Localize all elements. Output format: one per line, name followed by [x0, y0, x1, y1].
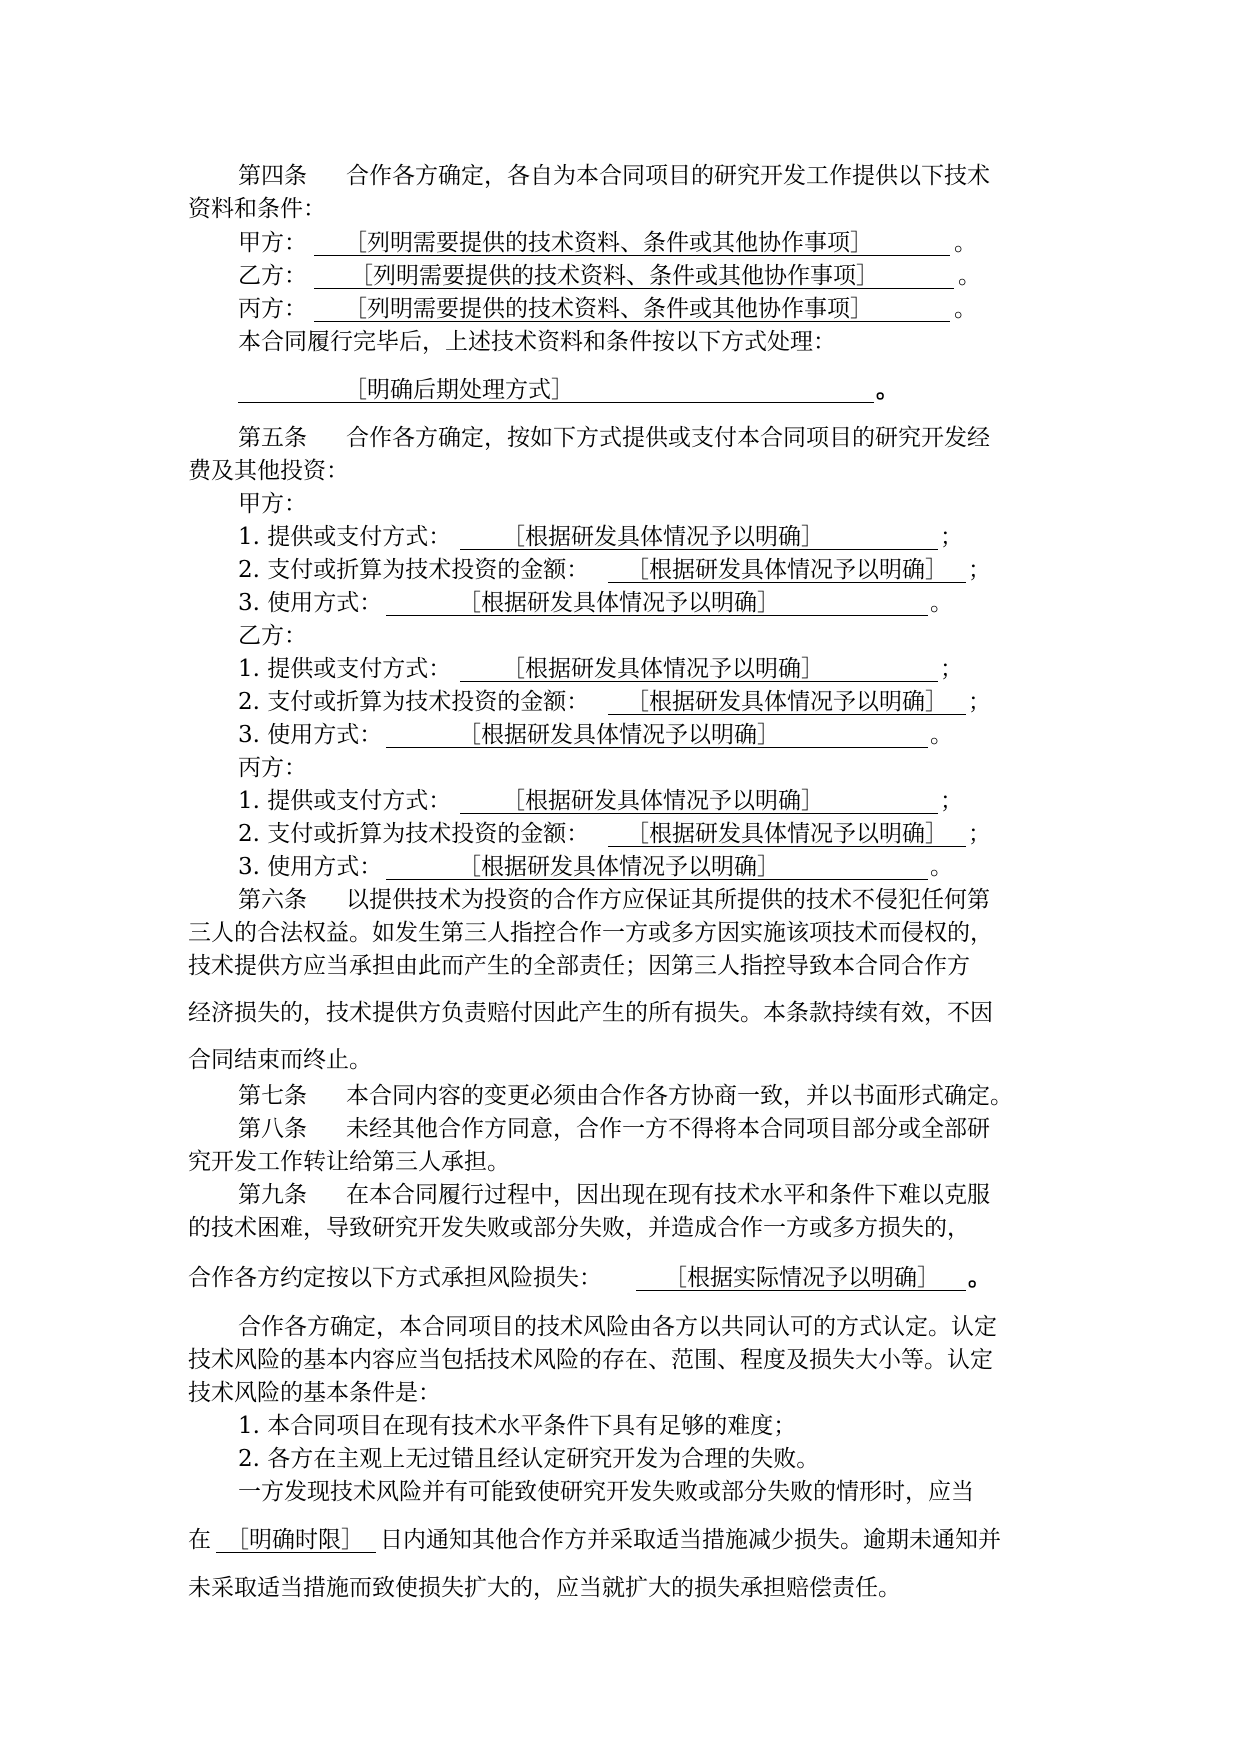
art5-party-c-label	[0, 752, 1240, 784]
party-label: 乙方：	[238, 623, 307, 649]
line-end: 。	[954, 296, 977, 322]
art4-party-b	[0, 260, 1240, 292]
item-text: 2. 支付或折算为技术投资的金额：	[238, 821, 590, 847]
art9-text-cont: 的技术困难，导致研究开发失败或部分失败，并造成合作一方或多方损失的，	[188, 1215, 970, 1241]
line-end: ；	[968, 557, 991, 583]
art9-p3-text: 未采取适当措施而致使损失扩大的，应当就扩大的损失承担赔偿责任。	[188, 1575, 901, 1601]
condition-item: 1. 本合同项目在现有技术水平条件下具有足够的难度；	[238, 1413, 797, 1439]
blank-text: ［根据研发具体情况予以明确］	[502, 524, 824, 550]
art4-text: 合作各方确定，各自为本合同项目的研究开发工作提供以下技术	[346, 163, 990, 189]
art4-number: 第四条	[238, 163, 307, 189]
line-end: 。	[930, 854, 953, 880]
art6-line5	[0, 1044, 1240, 1076]
line-end: ；	[968, 689, 991, 715]
art7-text: 本合同内容的变更必须由合作各方协商一致，并以书面形式确定。	[346, 1083, 1013, 1109]
line-end: ；	[968, 821, 991, 847]
art6-line3	[0, 950, 1240, 982]
line-end: 。	[968, 1264, 991, 1291]
art4-line2	[0, 193, 1240, 225]
blank-text: ［根据研发具体情况予以明确］	[458, 722, 780, 748]
art9-p3-line2	[0, 1524, 1240, 1556]
item-text: 1. 提供或支付方式：	[238, 524, 452, 550]
line-end: 。	[958, 263, 981, 289]
art4-after-text: 本合同履行完毕后，上述技术资料和条件按以下方式处理：	[238, 329, 836, 355]
art6-line2	[0, 917, 1240, 949]
fill-blank	[608, 818, 966, 847]
art5-b-item2	[0, 686, 1240, 718]
art9-p2-line3	[0, 1377, 1240, 1409]
art4-line1	[0, 160, 1240, 192]
party-label: 丙方：	[238, 296, 307, 322]
blank-text: ［根据研发具体情况予以明确］	[502, 788, 824, 814]
art6-text: 以提供技术为投资的合作方应保证其所提供的技术不侵犯任何第	[346, 887, 990, 913]
art4-method	[0, 374, 1240, 406]
art6-number: 第六条	[238, 887, 307, 913]
fill-blank	[314, 260, 954, 289]
line-end: 。	[930, 590, 953, 616]
art5-number: 第五条	[238, 425, 307, 451]
line-end: ；	[940, 656, 963, 682]
art9-p3-text: 在	[188, 1527, 211, 1553]
art4-after	[0, 326, 1240, 358]
line-end: ；	[940, 788, 963, 814]
blank-text: ［根据研发具体情况予以明确］	[626, 557, 948, 583]
art8-line2	[0, 1146, 1240, 1178]
art5-a-item1	[0, 521, 1240, 553]
art5-party-a-label	[0, 488, 1240, 520]
fill-blank	[608, 686, 966, 715]
blank-text: ［根据实际情况予以明确］	[664, 1265, 940, 1291]
blank-text: ［根据研发具体情况予以明确］	[458, 590, 780, 616]
art9-p3-text: 一方发现技术风险并有可能致使研究开发失败或部分失败的情形时，应当	[238, 1479, 974, 1505]
art5-c-item2	[0, 818, 1240, 850]
blank-text: ［列明需要提供的技术资料、条件或其他协作事项］	[350, 263, 879, 289]
art7-number: 第七条	[238, 1083, 307, 1109]
line-end: 。	[930, 722, 953, 748]
art6-text-cont: 经济损失的，技术提供方负责赔付因此产生的所有损失。本条款持续有效，不因	[188, 1000, 993, 1026]
fill-blank	[314, 293, 950, 322]
art5-a-item2	[0, 554, 1240, 586]
art9-cond1	[0, 1410, 1240, 1442]
art9-p2-text: 技术风险的基本条件是：	[188, 1380, 441, 1406]
fill-blank	[386, 719, 928, 748]
party-label: 丙方：	[238, 755, 307, 781]
line-end: 。	[876, 376, 899, 403]
item-text: 3. 使用方式：	[238, 722, 383, 748]
art9-line1	[0, 1179, 1240, 1211]
art5-a-item3	[0, 587, 1240, 619]
art5-b-item3	[0, 719, 1240, 751]
fill-blank	[386, 587, 928, 616]
art9-p3-text: 日内通知其他合作方并采取适当措施减少损失。逾期未通知并	[380, 1527, 1001, 1553]
line-end: ；	[940, 524, 963, 550]
art8-line1	[0, 1113, 1240, 1145]
party-label: 乙方：	[238, 263, 307, 289]
party-label: 甲方：	[238, 230, 307, 256]
blank-text: ［根据研发具体情况予以明确］	[626, 821, 948, 847]
fill-blank	[238, 374, 874, 403]
blank-text: ［根据研发具体情况予以明确］	[458, 854, 780, 880]
art9-cond2	[0, 1443, 1240, 1475]
art9-p2-text: 合作各方确定，本合同项目的技术风险由各方以共同认可的方式认定。认定	[238, 1314, 997, 1340]
party-label: 甲方：	[238, 491, 307, 517]
blank-text: ［根据研发具体情况予以明确］	[502, 656, 824, 682]
blank-text: ［根据研发具体情况予以明确］	[626, 689, 948, 715]
fill-blank	[636, 1262, 966, 1291]
fill-blank	[460, 521, 938, 550]
line-end: 。	[954, 230, 977, 256]
art6-line4	[0, 997, 1240, 1029]
art4-party-c	[0, 293, 1240, 325]
art5-c-item3	[0, 851, 1240, 883]
art8-number: 第八条	[238, 1116, 307, 1142]
art5-line2	[0, 455, 1240, 487]
fill-blank	[460, 785, 938, 814]
art5-c-item1	[0, 785, 1240, 817]
art6-text-cont: 三人的合法权益。如发生第三人指控合作一方或多方因实施该项技术而侵权的，	[188, 920, 993, 946]
item-text: 2. 支付或折算为技术投资的金额：	[238, 557, 590, 583]
art7-line1	[0, 1080, 1240, 1112]
art9-line3	[0, 1262, 1240, 1294]
fill-blank	[608, 554, 966, 583]
art9-p2-line2	[0, 1344, 1240, 1376]
item-text: 3. 使用方式：	[238, 590, 383, 616]
art8-text: 未经其他合作方同意，合作一方不得将本合同项目部分或全部研	[346, 1116, 990, 1142]
art6-line1	[0, 884, 1240, 916]
item-text: 1. 提供或支付方式：	[238, 656, 452, 682]
art5-text-cont: 费及其他投资：	[188, 458, 349, 484]
art5-line1	[0, 422, 1240, 454]
art9-text-cont: 合作各方约定按以下方式承担风险损失：	[188, 1265, 602, 1291]
art5-b-item1	[0, 653, 1240, 685]
fill-blank	[314, 227, 950, 256]
art9-text: 在本合同履行过程中，因出现在现有技术水平和条件下难以克服	[346, 1182, 990, 1208]
blank-text: ［列明需要提供的技术资料、条件或其他协作事项］	[344, 296, 873, 322]
fill-blank	[386, 851, 928, 880]
blank-text: ［明确时限］	[226, 1527, 364, 1553]
fill-blank	[460, 653, 938, 682]
art9-p2-line1	[0, 1311, 1240, 1343]
art9-p3-line3	[0, 1572, 1240, 1604]
art8-text-cont: 究开发工作转让给第三人承担。	[188, 1149, 510, 1175]
blank-text: ［列明需要提供的技术资料、条件或其他协作事项］	[344, 230, 873, 256]
art4-text-cont: 资料和条件：	[188, 196, 326, 222]
art9-line2	[0, 1212, 1240, 1244]
item-text: 3. 使用方式：	[238, 854, 383, 880]
art9-p2-text: 技术风险的基本内容应当包括技术风险的存在、范围、程度及损失大小等。认定	[188, 1347, 993, 1373]
item-text: 2. 支付或折算为技术投资的金额：	[238, 689, 590, 715]
art6-text-cont: 技术提供方应当承担由此而产生的全部责任；因第三人指控导致本合同合作方	[188, 953, 970, 979]
item-text: 1. 提供或支付方式：	[238, 788, 452, 814]
art9-number: 第九条	[238, 1182, 307, 1208]
art5-text: 合作各方确定，按如下方式提供或支付本合同项目的研究开发经	[346, 425, 990, 451]
art4-party-a	[0, 227, 1240, 259]
art9-p3-line1	[0, 1476, 1240, 1508]
fill-blank	[216, 1524, 376, 1553]
art6-text-cont: 合同结束而终止。	[188, 1047, 372, 1073]
condition-item: 2. 各方在主观上无过错且经认定研究开发为合理的失败。	[238, 1446, 820, 1472]
art5-party-b-label	[0, 620, 1240, 652]
blank-text: ［明确后期处理方式］	[344, 377, 574, 403]
